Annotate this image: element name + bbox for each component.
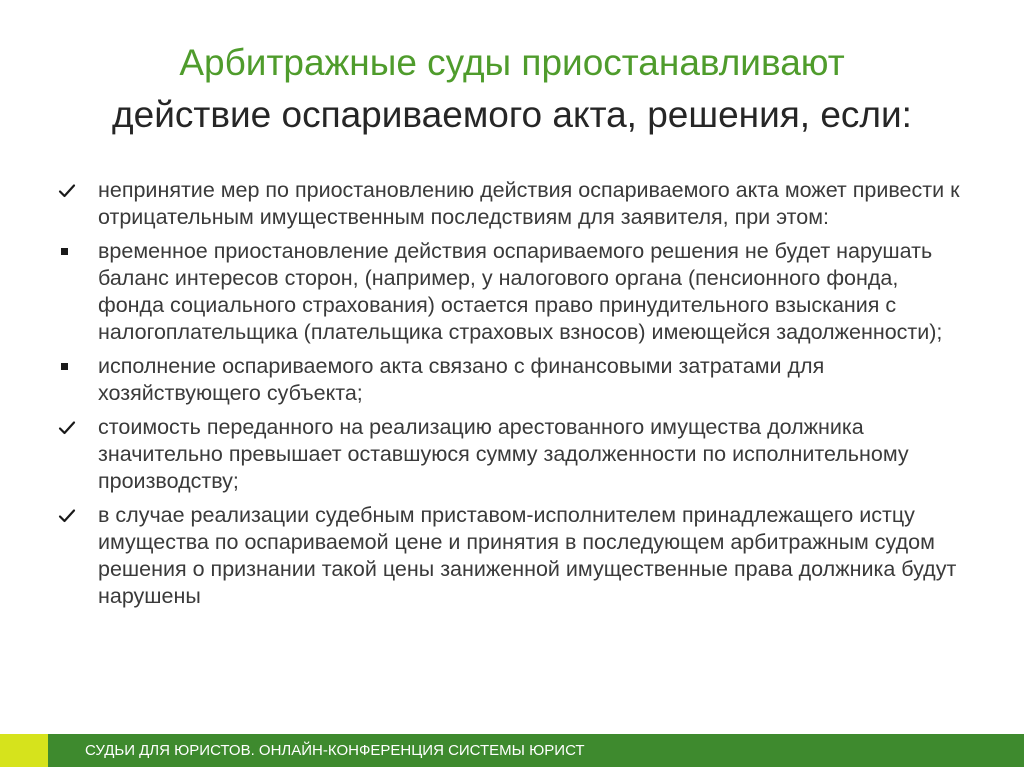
- list-item: [58, 353, 970, 407]
- list-item-text: непринятие мер по приостановлению действия оспариваемого акта может привести к отрицательным имущественным последствиям для заявителя, при этом:: [98, 178, 960, 229]
- title-line-2: действие оспариваемого акта, решения, если:: [112, 94, 912, 135]
- square-bullet-icon: [58, 353, 84, 380]
- check-icon: [58, 414, 84, 441]
- list-item-text: стоимость переданного на реализацию арестованного имущества должника значительно превышает оставшуюся сумму задолженности по исполнительному производству;: [98, 415, 909, 493]
- list-item: [58, 414, 970, 495]
- footer-bar: [0, 734, 1024, 767]
- footer-accent-block: [0, 734, 48, 767]
- check-icon: [58, 502, 84, 529]
- bullet-list: [58, 177, 970, 617]
- list-item-text: в случае реализации судебным приставом-исполнителем принадлежащего истцу имущества по оспариваемой цене и принятия в последующем арбитражным судом решения о признании такой цены заниженной имущественные права должника будут нарушены: [98, 503, 957, 608]
- list-item: [58, 177, 970, 231]
- square-bullet-icon: [58, 238, 84, 265]
- footer-text: СУДЬИ ДЛЯ ЮРИСТОВ. ОНЛАЙН-КОНФЕРЕНЦИЯ СИСТЕМЫ ЮРИСТ: [85, 742, 585, 759]
- list-item-text: временное приостановление действия оспариваемого решения не будет нарушать баланс интересов сторон, (например, у налогового органа (пенсионного фонда, фонда социального страхования) остается право принудительного взыскания с налогоплательщика (плательщика страховых взносов) имеющейся задолженности);: [98, 239, 943, 344]
- slide-title: [60, 38, 964, 142]
- list-item-text: исполнение оспариваемого акта связано с финансовыми затратами для хозяйствующего субъекта;: [98, 354, 825, 405]
- list-item: [58, 502, 970, 610]
- list-item: [58, 238, 970, 346]
- title-line-1: Арбитражные суды приостанавливают: [179, 42, 845, 83]
- check-icon: [58, 177, 84, 204]
